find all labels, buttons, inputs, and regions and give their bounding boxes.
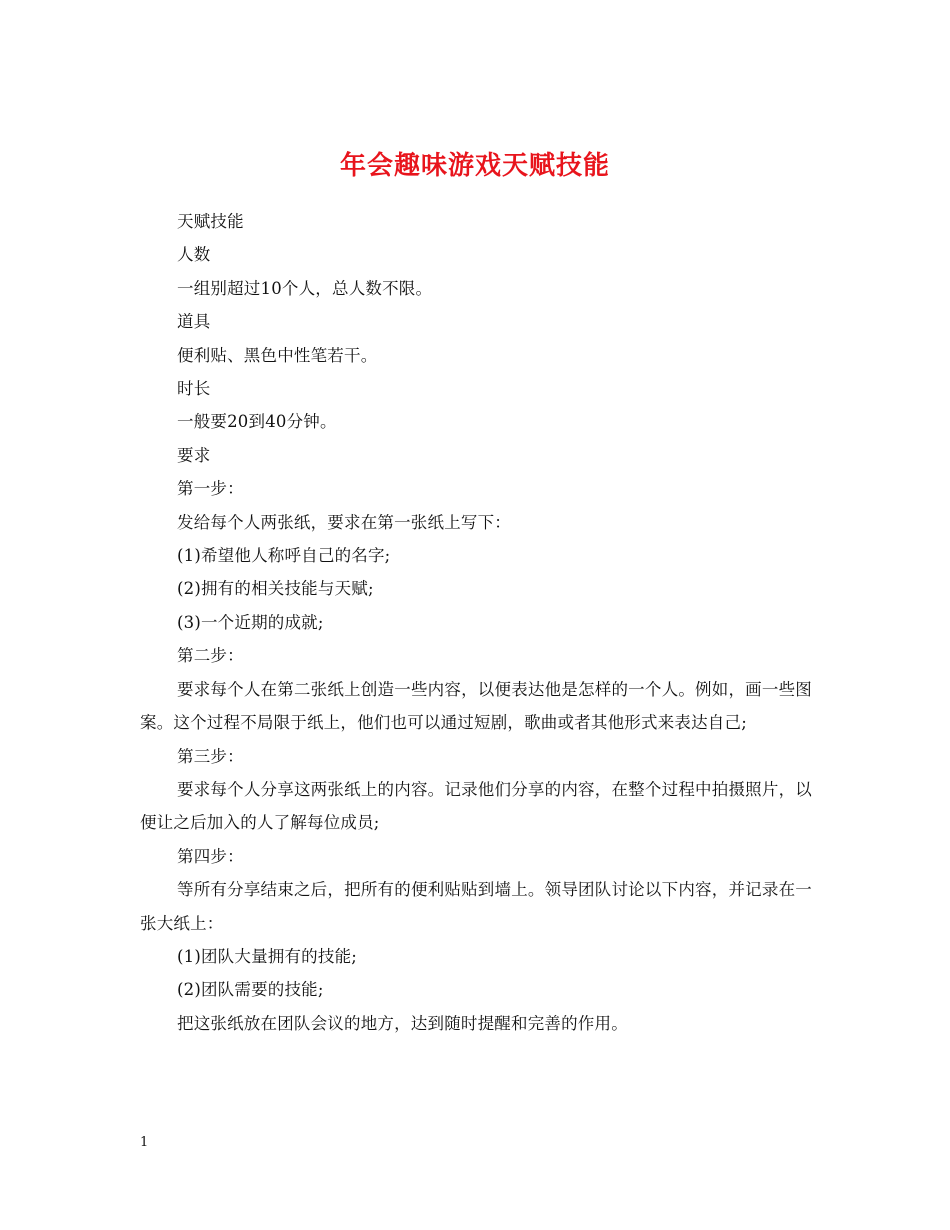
paragraph: (1)希望他人称呼自己的名字; [177,546,391,566]
paragraph: 要求 [177,445,211,465]
paragraph: 便利贴、黑色中性笔若干。 [177,345,378,365]
paragraph: 要求每个人分享这两张纸上的内容。记录他们分享的内容，在整个过程中拍摄照片，以便让之后加入的人了解每位成员; [140,779,812,833]
paragraph: 道具 [177,312,211,332]
paragraph: 第二步： [177,646,244,666]
paragraph: 第四步： [177,846,244,866]
document-title: 年会趣味游戏天赋技能 [339,151,610,182]
paragraph: 发给每个人两张纸，要求在第一张纸上写下： [177,512,511,532]
paragraph: 第一步： [177,479,244,499]
paragraph: 人数 [177,245,211,265]
document-body [140,205,812,1040]
paragraph: 天赋技能 [177,212,244,231]
paragraph: 等所有分享结束之后，把所有的便利贴贴到墙上。领导团队讨论以下内容，并记录在一张大纸上： [140,880,812,933]
page-number: 1 [140,1135,149,1150]
paragraph: (2)团队需要的技能; [177,980,324,1000]
paragraph: 一组别超过10个人，总人数不限。 [177,278,433,298]
paragraph: (3)一个近期的成就; [177,612,324,632]
paragraph: (1)团队大量拥有的技能; [177,946,358,966]
paragraph: 要求每个人在第二张纸上创造一些内容，以便表达他是怎样的一个人。例如，画一些图案。这个过程不局限于纸上，他们也可以通过短剧，歌曲或者其他形式来表达自己; [140,679,812,733]
paragraph: (2)拥有的相关技能与天赋; [177,579,374,599]
paragraph: 把这张纸放在团队会议的地方，达到随时提醒和完善的作用。 [177,1013,628,1033]
paragraph: 时长 [177,379,211,399]
paragraph: 第三步： [177,746,244,766]
paragraph: 一般要20到40分钟。 [177,412,337,432]
